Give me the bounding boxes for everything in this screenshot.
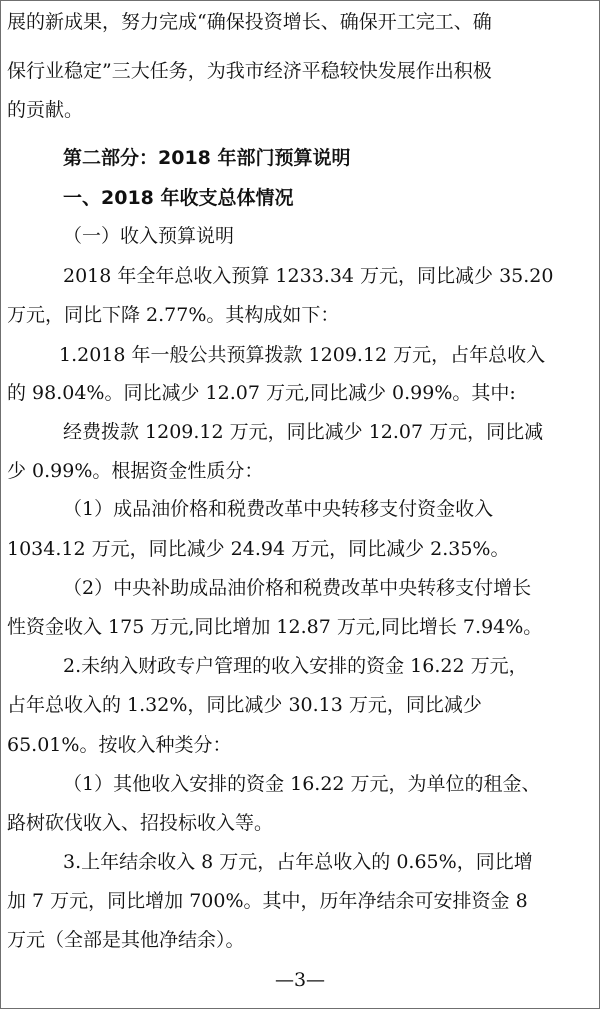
- item-one-two-line-1: （2）中央补助成品油价格和税费改革中央转移支付增长: [63, 577, 532, 599]
- income-budget-subheading: （一）收入预算说明: [63, 225, 235, 247]
- intro-line-3: 的贡献。: [7, 99, 84, 121]
- item-two-line-3: 65.01%。按收入种类分：: [7, 734, 232, 756]
- item-three-line-1: 3.上年结余收入 8 万元，占年总收入的 0.65%，同比增: [63, 851, 533, 873]
- item-three-line-2: 加 7 万元，同比增加 700%。其中，历年净结余可安排资金 8: [7, 890, 528, 912]
- item-two-line-2: 占年总收入的 1.32%，同比减少 30.13 万元，同比减少: [7, 694, 482, 716]
- item-two-one-line-2: 路树砍伐收入、招投标收入等。: [7, 812, 274, 834]
- item-two-line-1: 2.未纳入财政专户管理的收入安排的资金 16.22 万元，: [63, 655, 528, 677]
- item-one-one-line-2: 1034.12 万元，同比减少 24.94 万元，同比减少 2.35%。: [7, 538, 510, 560]
- section-one-heading: 一、2018 年收支总体情况: [63, 187, 294, 209]
- total-income-line-1: 2018 年全年总收入预算 1233.34 万元，同比减少 35.20: [63, 265, 554, 287]
- intro-line-1: 展的新成果，努力完成“确保投资增长、确保开工完工、确: [7, 11, 492, 33]
- funding-line-1: 经费拨款 1209.12 万元，同比减少 12.07 万元，同比减: [63, 421, 544, 443]
- intro-line-2: 保行业稳定”三大任务，为我市经济平稳较快发展作出积极: [7, 60, 492, 82]
- item-one-one-line-1: （1）成品油价格和税费改革中央转移支付资金收入: [63, 498, 494, 520]
- part-two-heading: 第二部分：2018 年部门预算说明: [63, 147, 351, 169]
- item-three-line-3: 万元（全部是其他净结余）。: [7, 929, 245, 951]
- total-income-line-2: 万元，同比下降 2.77%。其构成如下：: [7, 304, 340, 326]
- item-two-one-line-1: （1）其他收入安排的资金 16.22 万元，为单位的租金、: [63, 773, 541, 795]
- item-one-two-line-2: 性资金收入 175 万元,同比增加 12.87 万元,同比增长 7.94%。: [7, 616, 543, 638]
- item-one-line-1: 1.2018 年一般公共预算拨款 1209.12 万元，占年总收入: [59, 344, 546, 366]
- funding-line-2: 少 0.99%。根据资金性质分：: [7, 460, 264, 482]
- item-one-line-2: 的 98.04%。同比减少 12.07 万元,同比减少 0.99%。其中:: [7, 382, 516, 404]
- page-number: —3—: [274, 969, 326, 991]
